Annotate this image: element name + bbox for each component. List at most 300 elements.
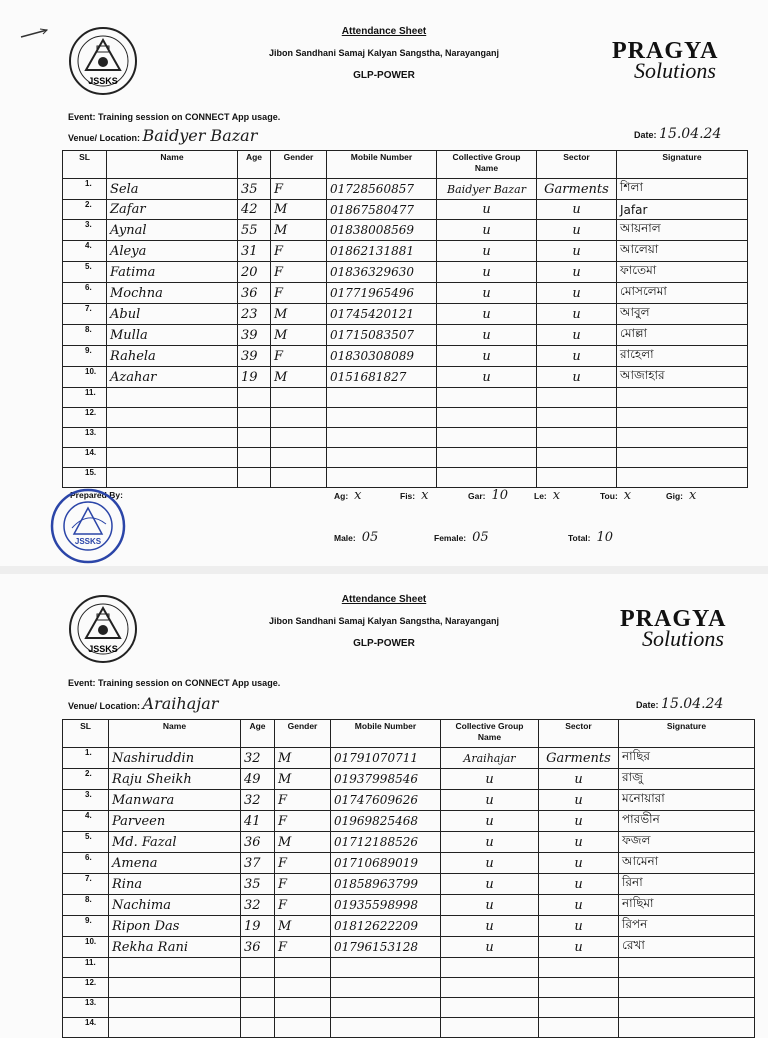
sector-cell: u: [537, 262, 617, 283]
table-row: [63, 937, 755, 958]
col-header: Collective Group Name: [437, 151, 537, 179]
sl-cell: 12.: [63, 408, 107, 428]
mobile-cell: 01771965496: [327, 283, 437, 304]
group-cell: [441, 998, 539, 1018]
col-header: Gender: [275, 720, 331, 748]
stamp-text: JSSKS: [74, 537, 102, 546]
name-cell: Aleya: [107, 241, 238, 262]
mobile-cell: 01747609626: [331, 790, 441, 811]
name-cell: Amena: [109, 853, 241, 874]
brand-bottom: Solutions: [642, 626, 724, 651]
signature-cell: রিপন: [619, 916, 755, 937]
signature-cell: [619, 978, 755, 998]
signature-cell: মোসলেমা: [617, 283, 748, 304]
sl-cell: 14.: [63, 448, 107, 468]
sector-cell: u: [537, 220, 617, 241]
col-header: Age: [241, 720, 275, 748]
sheet-title: Attendance Sheet: [341, 26, 427, 37]
group-cell: [437, 388, 537, 408]
signature-cell: শিলা: [617, 179, 748, 200]
col-header: Mobile Number: [331, 720, 441, 748]
sl-cell: 14.: [63, 1018, 109, 1038]
gender-cell: [271, 448, 327, 468]
sl-cell: 13.: [63, 428, 107, 448]
table-header-row: [63, 151, 748, 179]
signature-cell: আয়নাল: [617, 220, 748, 241]
table-row: [63, 790, 755, 811]
sector-cell: u: [537, 325, 617, 346]
mobile-cell: [331, 958, 441, 978]
age-cell: 35: [241, 874, 275, 895]
pragya-logo: [620, 606, 727, 651]
sl-cell: 4.: [63, 241, 107, 262]
group-cell: [437, 448, 537, 468]
logo-text: JSSKS: [88, 76, 118, 86]
date-line: [634, 126, 721, 142]
signature-cell: নাছিমা: [619, 895, 755, 916]
event-line: Event: Training session on CONNECT App usage.: [68, 678, 281, 688]
gender-cell: F: [271, 179, 327, 200]
sector-cell: u: [537, 283, 617, 304]
age-cell: 32: [241, 748, 275, 769]
count-fis: Fis: x: [400, 488, 429, 503]
table-row: [63, 346, 748, 367]
table-row: [63, 304, 748, 325]
name-cell: [107, 468, 238, 488]
mobile-cell: 01862131881: [327, 241, 437, 262]
sector-cell: Garments: [539, 748, 619, 769]
col-header: Name: [107, 151, 238, 179]
table-row: [63, 853, 755, 874]
signature-cell: আমেনা: [619, 853, 755, 874]
name-cell: Rekha Rani: [109, 937, 241, 958]
mobile-cell: [327, 468, 437, 488]
sector-cell: u: [537, 346, 617, 367]
gender-cell: F: [271, 283, 327, 304]
table-row: [63, 408, 748, 428]
sl-cell: 10.: [63, 367, 107, 388]
name-cell: Rina: [109, 874, 241, 895]
table-row: [63, 241, 748, 262]
table-row: [63, 428, 748, 448]
age-cell: 36: [238, 283, 271, 304]
group-cell: [441, 958, 539, 978]
table-row: [63, 367, 748, 388]
signature-cell: [619, 1018, 755, 1038]
signature-cell: [619, 998, 755, 1018]
age-cell: 55: [238, 220, 271, 241]
mobile-cell: 01728560857: [327, 179, 437, 200]
col-header: Name: [109, 720, 241, 748]
age-cell: 36: [241, 832, 275, 853]
group-cell: u: [441, 769, 539, 790]
sector-cell: u: [539, 769, 619, 790]
signature-cell: [617, 388, 748, 408]
mobile-cell: 01710689019: [331, 853, 441, 874]
gender-cell: [271, 468, 327, 488]
gender-cell: F: [275, 895, 331, 916]
age-cell: 49: [241, 769, 275, 790]
sector-cell: [537, 388, 617, 408]
signature-cell: [617, 468, 748, 488]
sl-cell: 9.: [63, 916, 109, 937]
name-cell: Md. Fazal: [109, 832, 241, 853]
signature-cell: আবুল: [617, 304, 748, 325]
sector-cell: u: [539, 874, 619, 895]
sl-cell: 12.: [63, 978, 109, 998]
age-cell: [238, 468, 271, 488]
gender-cell: M: [275, 832, 331, 853]
mobile-cell: 01830308089: [327, 346, 437, 367]
group-cell: u: [437, 283, 537, 304]
mobile-cell: [331, 978, 441, 998]
age-cell: 23: [238, 304, 271, 325]
age-cell: 19: [241, 916, 275, 937]
name-cell: [109, 1018, 241, 1038]
gender-cell: [271, 428, 327, 448]
age-cell: 32: [241, 895, 275, 916]
signature-cell: Jafar: [617, 200, 748, 220]
org-name: Jibon Sandhani Samaj Kalyan Sangstha, Narayanganj: [268, 616, 500, 626]
name-cell: [109, 998, 241, 1018]
group-cell: u: [441, 895, 539, 916]
age-cell: [241, 958, 275, 978]
sector-cell: [539, 998, 619, 1018]
gender-cell: [275, 998, 331, 1018]
mobile-cell: [327, 388, 437, 408]
gender-cell: M: [271, 200, 327, 220]
count-gig: Gig: x: [666, 488, 697, 503]
sector-cell: [537, 408, 617, 428]
gender-cell: [271, 388, 327, 408]
gender-cell: F: [271, 262, 327, 283]
signature-cell: ফাতেমা: [617, 262, 748, 283]
age-cell: [241, 978, 275, 998]
age-cell: 39: [238, 325, 271, 346]
gender-cell: M: [275, 769, 331, 790]
name-cell: Fatima: [107, 262, 238, 283]
table-row: [63, 832, 755, 853]
table-row: [63, 220, 748, 241]
sector-cell: u: [539, 916, 619, 937]
count-male: Male: 05: [334, 530, 379, 545]
sector-cell: u: [537, 241, 617, 262]
table-row: [63, 748, 755, 769]
signature-cell: আলেয়া: [617, 241, 748, 262]
brand-top: PRAGYA: [612, 38, 719, 64]
gender-cell: M: [271, 220, 327, 241]
age-cell: 39: [238, 346, 271, 367]
age-cell: 35: [238, 179, 271, 200]
sector-cell: [539, 1018, 619, 1038]
mobile-cell: 01712188526: [331, 832, 441, 853]
mobile-cell: [327, 448, 437, 468]
name-cell: Zafar: [107, 200, 238, 220]
name-cell: [109, 978, 241, 998]
sheet-title: Attendance Sheet: [341, 594, 427, 605]
table-row: [63, 998, 755, 1018]
group-cell: u: [437, 241, 537, 262]
mobile-cell: 01937998546: [331, 769, 441, 790]
group-cell: Baidyer Bazar: [437, 179, 537, 200]
signature-cell: মোল্লা: [617, 325, 748, 346]
table-row: [63, 179, 748, 200]
signature-cell: [617, 448, 748, 468]
age-cell: [238, 388, 271, 408]
name-cell: [107, 428, 238, 448]
date-label: Date:: [636, 700, 659, 710]
count-le: Le: x: [534, 488, 561, 503]
gender-cell: F: [275, 853, 331, 874]
sl-cell: 11.: [63, 958, 109, 978]
mobile-cell: 01867580477: [327, 200, 437, 220]
mobile-cell: 01791070711: [331, 748, 441, 769]
table-row: [63, 769, 755, 790]
sl-cell: 9.: [63, 346, 107, 367]
sector-cell: u: [539, 895, 619, 916]
name-cell: [107, 448, 238, 468]
name-cell: Rahela: [107, 346, 238, 367]
group-cell: u: [437, 346, 537, 367]
brand-bottom: Solutions: [634, 58, 716, 83]
sl-cell: 6.: [63, 853, 109, 874]
name-cell: Mulla: [107, 325, 238, 346]
group-cell: [437, 428, 537, 448]
signature-cell: রেখা: [619, 937, 755, 958]
age-cell: 41: [241, 811, 275, 832]
venue-label: Venue/ Location:: [68, 133, 141, 143]
brand-top: PRAGYA: [620, 606, 727, 632]
venue-line: [68, 694, 218, 713]
gender-cell: M: [275, 748, 331, 769]
table-row: [63, 916, 755, 937]
program-name: GLP-POWER: [353, 70, 415, 81]
sector-cell: [539, 958, 619, 978]
name-cell: Sela: [107, 179, 238, 200]
age-cell: 19: [238, 367, 271, 388]
group-cell: Araihajar: [441, 748, 539, 769]
mobile-cell: 01969825468: [331, 811, 441, 832]
gender-cell: M: [271, 325, 327, 346]
table-row: [63, 283, 748, 304]
count-female: Female: 05: [434, 530, 489, 545]
mobile-cell: [331, 1018, 441, 1038]
mobile-cell: [327, 408, 437, 428]
count-total: Total: 10: [568, 530, 614, 545]
col-header: Mobile Number: [327, 151, 437, 179]
group-cell: [441, 1018, 539, 1038]
gender-cell: [275, 978, 331, 998]
count-tou: Tou: x: [600, 488, 632, 503]
group-cell: u: [437, 262, 537, 283]
age-cell: [241, 998, 275, 1018]
mobile-cell: 01715083507: [327, 325, 437, 346]
group-cell: u: [437, 304, 537, 325]
date-value: 15.04.24: [659, 126, 722, 142]
name-cell: Azahar: [107, 367, 238, 388]
col-header: Sector: [539, 720, 619, 748]
sl-cell: 3.: [63, 220, 107, 241]
sl-cell: 4.: [63, 811, 109, 832]
attendance-table: [62, 150, 748, 488]
group-cell: [437, 408, 537, 428]
col-header: SL: [63, 720, 109, 748]
name-cell: Manwara: [109, 790, 241, 811]
age-cell: 20: [238, 262, 271, 283]
name-cell: Aynal: [107, 220, 238, 241]
mobile-cell: 0151681827: [327, 367, 437, 388]
gender-cell: F: [275, 937, 331, 958]
group-cell: u: [441, 874, 539, 895]
sl-cell: 3.: [63, 790, 109, 811]
age-cell: 31: [238, 241, 271, 262]
col-header: Collective Group Name: [441, 720, 539, 748]
name-cell: Ripon Das: [109, 916, 241, 937]
venue-label: Venue/ Location:: [68, 701, 141, 711]
sector-cell: u: [539, 811, 619, 832]
table-row: [63, 200, 748, 220]
signature-cell: মনোয়ারা: [619, 790, 755, 811]
signature-cell: পারভীন: [619, 811, 755, 832]
date-value: 15.04.24: [661, 696, 724, 712]
count-gar: Gar: 10: [468, 488, 509, 503]
name-cell: [107, 408, 238, 428]
org-name: Jibon Sandhani Samaj Kalyan Sangstha, Narayanganj: [268, 48, 500, 58]
signature-cell: রাজু: [619, 769, 755, 790]
sector-cell: u: [537, 304, 617, 325]
age-cell: 42: [238, 200, 271, 220]
name-cell: [109, 958, 241, 978]
mobile-cell: 01935598998: [331, 895, 441, 916]
event-line: Event: Training session on CONNECT App usage.: [68, 112, 281, 122]
group-cell: u: [437, 367, 537, 388]
col-header: Gender: [271, 151, 327, 179]
gender-cell: M: [275, 916, 331, 937]
mobile-cell: 01812622209: [331, 916, 441, 937]
group-cell: u: [441, 916, 539, 937]
name-cell: Nashiruddin: [109, 748, 241, 769]
sl-cell: 1.: [63, 179, 107, 200]
table-header-row: [63, 720, 755, 748]
name-cell: [107, 388, 238, 408]
sector-cell: [539, 978, 619, 998]
signature-cell: রাহেলা: [617, 346, 748, 367]
mobile-cell: 01838008569: [327, 220, 437, 241]
name-cell: Parveen: [109, 811, 241, 832]
table-row: [63, 448, 748, 468]
sl-cell: 1.: [63, 748, 109, 769]
table-row: [63, 468, 748, 488]
table-row: [63, 1018, 755, 1038]
date-label: Date:: [634, 130, 657, 140]
name-cell: Raju Sheikh: [109, 769, 241, 790]
gender-cell: M: [271, 367, 327, 388]
name-cell: Nachima: [109, 895, 241, 916]
gender-cell: [271, 408, 327, 428]
group-cell: u: [441, 811, 539, 832]
signature-cell: [617, 428, 748, 448]
sector-cell: u: [537, 367, 617, 388]
group-cell: u: [441, 790, 539, 811]
sector-cell: [537, 428, 617, 448]
age-cell: [238, 428, 271, 448]
col-header: Age: [238, 151, 271, 179]
group-cell: [441, 978, 539, 998]
gender-cell: F: [271, 346, 327, 367]
group-cell: u: [437, 325, 537, 346]
sl-cell: 5.: [63, 262, 107, 283]
gender-cell: [275, 958, 331, 978]
sl-cell: 8.: [63, 895, 109, 916]
sector-cell: [537, 468, 617, 488]
age-cell: 36: [241, 937, 275, 958]
age-cell: 32: [241, 790, 275, 811]
prepared-by-label: Prepared By:: [70, 490, 123, 500]
sector-cell: Garments: [537, 179, 617, 200]
sector-cell: u: [539, 790, 619, 811]
age-cell: 37: [241, 853, 275, 874]
gender-cell: F: [271, 241, 327, 262]
sector-cell: u: [537, 200, 617, 220]
mobile-cell: 01858963799: [331, 874, 441, 895]
col-header: SL: [63, 151, 107, 179]
date-line: [636, 696, 723, 712]
col-header: Signature: [617, 151, 748, 179]
sl-cell: 7.: [63, 304, 107, 325]
attendance-sheet-2: [0, 572, 768, 1027]
sector-cell: u: [539, 853, 619, 874]
pragya-logo: [612, 38, 719, 83]
sl-cell: 7.: [63, 874, 109, 895]
gender-cell: F: [275, 874, 331, 895]
sl-cell: 10.: [63, 937, 109, 958]
sl-cell: 5.: [63, 832, 109, 853]
signature-cell: [617, 408, 748, 428]
group-cell: u: [437, 200, 537, 220]
age-cell: [238, 408, 271, 428]
table-row: [63, 895, 755, 916]
sl-cell: 8.: [63, 325, 107, 346]
mobile-cell: 01796153128: [331, 937, 441, 958]
sl-cell: 2.: [63, 769, 109, 790]
logo-text: JSSKS: [88, 644, 118, 654]
gender-cell: [275, 1018, 331, 1038]
sl-cell: 13.: [63, 998, 109, 1018]
signature-cell: [619, 958, 755, 978]
sector-cell: u: [539, 937, 619, 958]
sl-cell: 11.: [63, 388, 107, 408]
gender-cell: F: [275, 790, 331, 811]
venue-value: Araihajar: [142, 694, 219, 713]
signature-cell: নাছির: [619, 748, 755, 769]
col-header: Signature: [619, 720, 755, 748]
table-row: [63, 388, 748, 408]
sl-cell: 15.: [63, 468, 107, 488]
gender-cell: M: [271, 304, 327, 325]
sl-cell: 2.: [63, 200, 107, 220]
sector-cell: [537, 448, 617, 468]
name-cell: Abul: [107, 304, 238, 325]
program-name: GLP-POWER: [353, 638, 415, 649]
sl-cell: 6.: [63, 283, 107, 304]
table-row: [63, 262, 748, 283]
table-row: [63, 978, 755, 998]
group-cell: u: [441, 832, 539, 853]
age-cell: [241, 1018, 275, 1038]
mobile-cell: [327, 428, 437, 448]
group-cell: u: [441, 853, 539, 874]
organization-stamp: [50, 488, 126, 564]
